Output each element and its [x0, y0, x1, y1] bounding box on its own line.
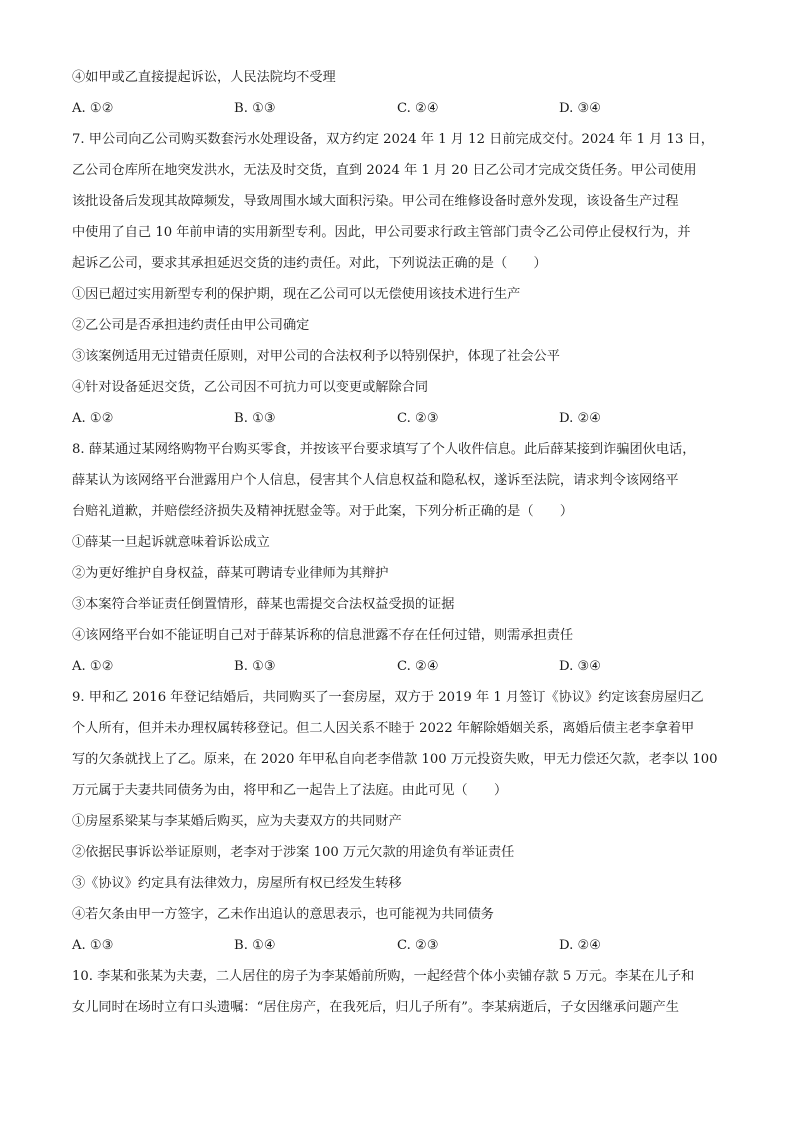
- q9-item-2: ②依据民事诉讼举证原则，老李对于涉案 100 万元欠款的用途负有举证责任: [72, 845, 515, 860]
- q9-option-b: B. ①④: [234, 938, 276, 953]
- q7-stem-line: 7. 甲公司向乙公司购买数套污水处理设备，双方约定 2024 年 1 月 12 日前完成交付。2024 年 1 月 13 日，: [72, 132, 714, 147]
- q8-stem-line: 台赔礼道歉，并赔偿经济损失及精神抚慰金等。对于此案，下列分析正确的是（ ）: [72, 504, 574, 519]
- exam-page: [72, 62, 726, 1023]
- q6-options: [72, 93, 726, 124]
- q9-option-d: D. ②④: [559, 938, 602, 953]
- q8-option-d: D. ③④: [559, 659, 602, 674]
- q9-options: [72, 930, 726, 961]
- q8-stem-line: 薛某认为该网络平台泄露用户个人信息，侵害其个人信息权益和隐私权，遂诉至法院，请求判令该网络平: [72, 473, 679, 488]
- q10-stem-line: 10. 李某和张某为夫妻，二人居住的房子为李某婚前所购，一起经营个体小卖铺存款 5 万元。李某在儿子和: [72, 969, 695, 984]
- q8-item-4: ④该网络平台如不能证明自己对于薛某诉称的信息泄露不存在任何过错，则需承担责任: [72, 628, 574, 643]
- q9-stem-line: 9. 甲和乙 2016 年登记结婚后，共同购买了一套房屋，双方于 2019 年 1 月签订《协议》约定该套房屋归乙: [72, 690, 704, 705]
- q8-item-2: ②为更好维护自身权益，薛某可聘请专业律师为其辩护: [72, 566, 389, 581]
- q7-stem-line: 乙公司仓库所在地突发洪水，无法及时交货，直到 2024 年 1 月 20 日乙公司才完成交货任务。甲公司使用: [72, 163, 697, 178]
- q9-item-3: ③《协议》约定具有法律效力，房屋所有权已经发生转移: [72, 876, 402, 891]
- q8-option-c: C. ②④: [397, 659, 439, 674]
- q8-item-3: ③本案符合举证责任倒置情形，薛某也需提交合法权益受损的证据: [72, 597, 455, 612]
- q7-option-d: D. ②④: [559, 411, 602, 426]
- q6-option-a: A. ①②: [72, 101, 114, 116]
- q6-option-d: D. ③④: [559, 101, 602, 116]
- q7-item-4: ④针对设备延迟交货，乙公司因不可抗力可以变更或解除合同: [72, 380, 429, 395]
- q6-option-b: B. ①③: [234, 101, 276, 116]
- q9-stem-line: 写的欠条就找上了乙。原来，在 2020 年甲私自向老李借款 100 万元投资失败，甲无力偿还欠款，老李以 100: [72, 752, 718, 767]
- q9-stem-line: 万元属于夫妻共同债务为由，将甲和乙一起告上了法庭。由此可见（ ）: [72, 783, 508, 798]
- q7-item-2: ②乙公司是否承担违约责任由甲公司确定: [72, 318, 310, 333]
- q7-item-1: ①因已超过实用新型专利的保护期，现在乙公司可以无偿使用该技术进行生产: [72, 287, 521, 302]
- q6-item-4: ④如甲或乙直接提起诉讼，人民法院均不受理: [72, 70, 336, 85]
- q7-option-b: B. ①③: [234, 411, 276, 426]
- q7-stem-line: 该批设备后发现其故障频发，导致周围水域大面积污染。甲公司在维修设备时意外发现，该设备生产过程: [72, 194, 679, 209]
- q7-stem-line: 中使用了自己 10 年前申请的实用新型专利。因此，甲公司要求行政主管部门责令乙公司停止侵权行为，并: [72, 225, 691, 240]
- q9-option-a: A. ①③: [72, 938, 114, 953]
- q8-item-1: ①薛某一旦起诉就意味着诉讼成立: [72, 535, 270, 550]
- q7-options: [72, 403, 726, 434]
- q8-stem-line: 8. 薛某通过某网络购物平台购买零食，并按该平台要求填写了个人收件信息。此后薛某接到诈骗团伙电话，: [72, 442, 696, 457]
- q9-item-1: ①房屋系梁某与李某婚后购买，应为夫妻双方的共同财产: [72, 814, 402, 829]
- q6-option-c: C. ②④: [397, 101, 439, 116]
- q7-option-c: C. ②③: [397, 411, 439, 426]
- q8-options: [72, 651, 726, 682]
- q9-item-4: ④若欠条由甲一方签字，乙未作出追认的意思表示，也可能视为共同债务: [72, 907, 494, 922]
- q7-item-3: ③该案例适用无过错责任原则，对甲公司的合法权利予以特别保护，体现了社会公平: [72, 349, 560, 364]
- q7-option-a: A. ①②: [72, 411, 114, 426]
- q10-stem-line: 女儿同时在场时立有口头遗嘱：“居住房产，在我死后，归儿子所有”。李某病逝后，子女因继承问题产生: [72, 1000, 679, 1015]
- q9-option-c: C. ②③: [397, 938, 439, 953]
- q9-stem-line: 个人所有，但并未办理权属转移登记。但二人因关系不睦于 2022 年解除婚姻关系，离婚后债主老李拿着甲: [72, 721, 695, 736]
- q7-stem-line: 起诉乙公司，要求其承担延迟交货的违约责任。对此，下列说法正确的是（ ）: [72, 256, 547, 271]
- q8-option-b: B. ①③: [234, 659, 276, 674]
- q8-option-a: A. ①②: [72, 659, 114, 674]
